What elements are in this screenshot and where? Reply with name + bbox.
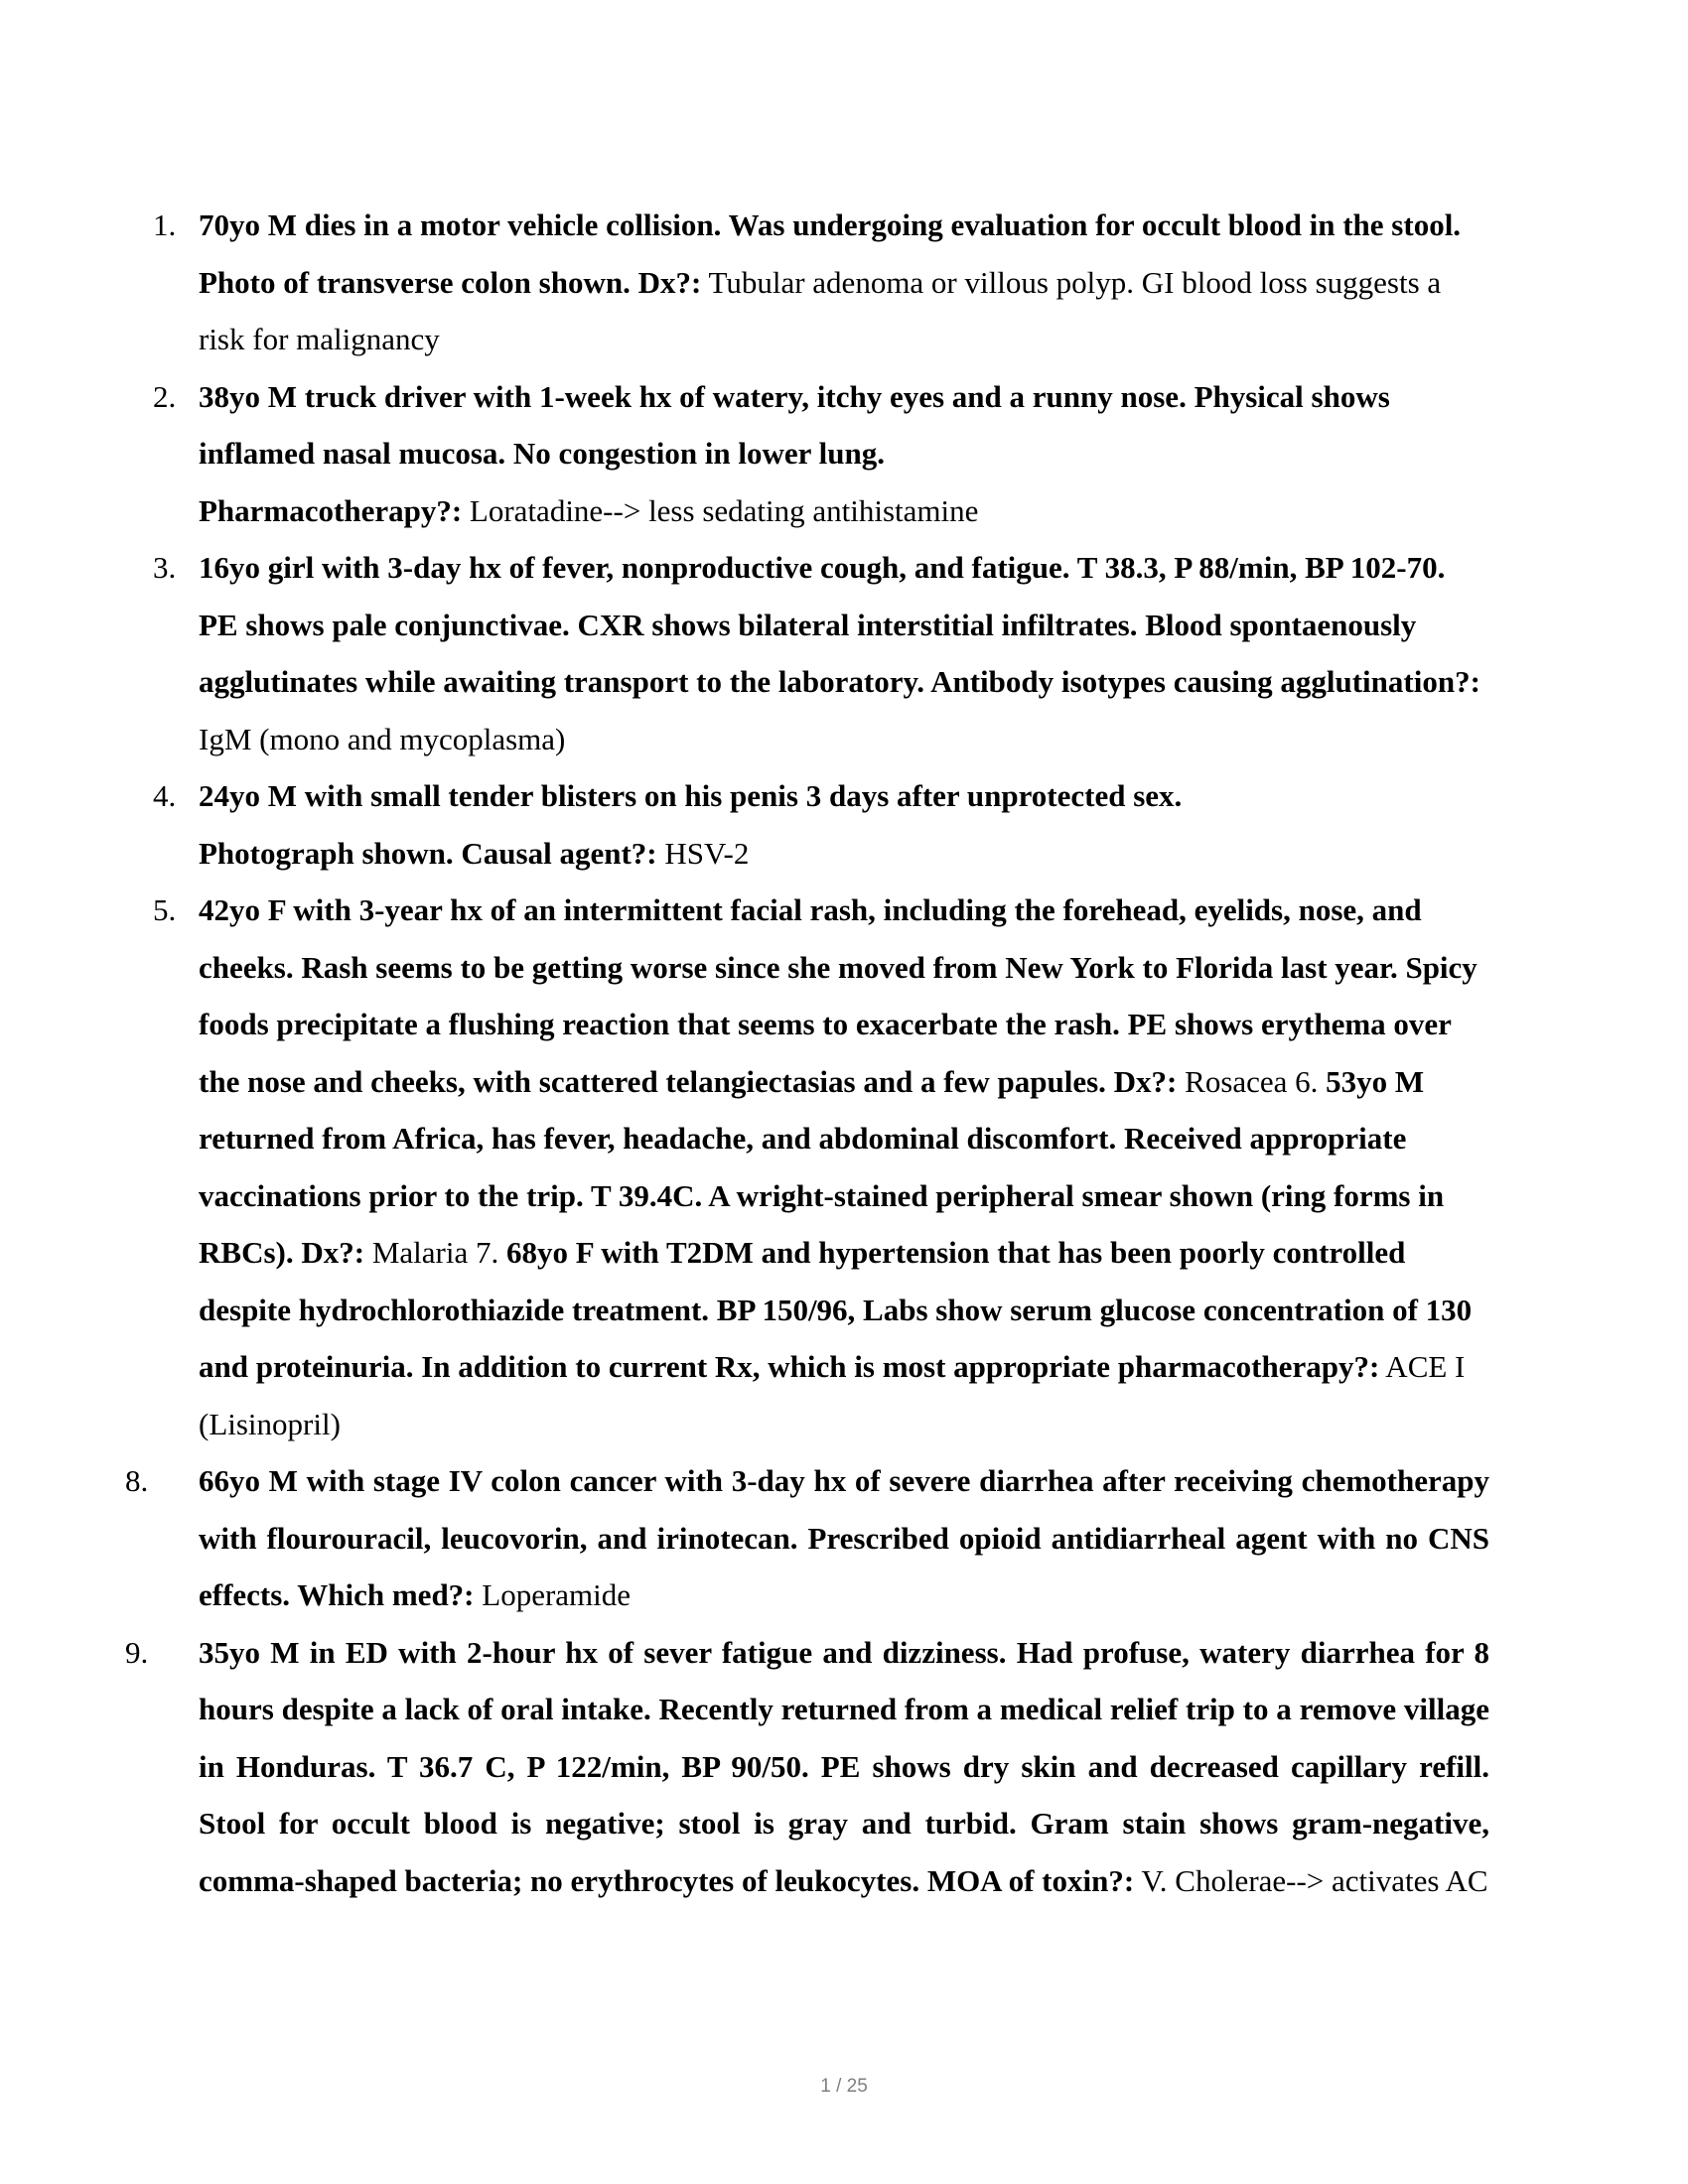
answer-text: IgM (mono and mycoplasma) (199, 721, 566, 756)
question-text: 66yo M with stage IV colon cancer with 3-day hx of severe diarrhea after receiving chemotherapy with flourouracil, leucovorin, and irinotecan. Prescribed opioid antidiarrheal agent with no CNS effects. Which med?: (199, 1463, 1489, 1612)
answer-text: HSV-2 (656, 835, 750, 871)
question-text: 35yo M in ED with 2-hour hx of sever fatigue and dizziness. Had profuse, watery diarrhea for 8 hours despite a lack of oral intake. Recently returned from a medical relief trip to a remove village in Honduras. T 36.7 C, P 122/min, BP 90/50. PE shows dry skin and decreased capillary refill. Stool for occult blood is negative; stool is gray and turbid. Gram stain shows gram-negative, comma-shaped bacteria; no erythrocytes of leukocytes. MOA of toxin?: (199, 1634, 1489, 1898)
list-item (125, 1452, 1489, 1624)
list-item (153, 197, 1489, 368)
list-item (153, 882, 1489, 1452)
question-text: Photograph shown. Causal agent?: (199, 835, 657, 871)
answer-text: Loratadine--> less sedating antihistamine (462, 492, 979, 528)
list-item (125, 1624, 1489, 1910)
item-number: 3. (153, 550, 177, 585)
document-body (0, 197, 1688, 1909)
answer-text: Loperamide (474, 1577, 632, 1612)
list-item (153, 539, 1489, 767)
answer-text: ACE I (Lisinopril) (199, 1349, 1466, 1441)
item-number: 5. (153, 892, 177, 927)
question-text: 70yo M dies in a motor vehicle collision. Was undergoing evaluation for occult blood in the stool. Photo of transverse colon shown. Dx?: (199, 207, 1462, 300)
item-number: 9. (125, 1634, 149, 1670)
list-item (153, 767, 1489, 882)
question-text: 68yo F with T2DM and hypertension that has been poorly controlled despite hydrochlorothiazide treatment. BP 150/96, Labs show serum glucose concentration of 130 and proteinuria. In addition to current Rx, which is most appropriate pharmacotherapy?: (199, 1235, 1473, 1384)
question-text: 53yo M returned from Africa, has fever, headache, and abdominal discomfort. Received appropriate vaccinations prior to the trip. T 39.4C. A wright-stained peripheral smear shown (ring forms in RBCs). Dx?: (199, 1063, 1445, 1270)
question-text: 42yo F with 3-year hx of an intermittent facial rash, including the forehead, eyelids, nose, and cheeks. Rash seems to be getting worse since she moved from New York to Florida last year. Spicy foods precipitate a flushing reaction that seems to exacerbate the rash. PE shows erythema over the nose and cheeks, with scattered telangiectasias and a few papules. Dx?: (199, 892, 1477, 1099)
item-number: 1. (153, 207, 177, 242)
question-text: Pharmacotherapy?: (199, 492, 463, 528)
page-indicator: 1 / 25 (820, 2076, 868, 2097)
item-number: 4. (153, 778, 177, 813)
item-number: 2. (153, 378, 177, 414)
answer-text: Malaria 7. (364, 1235, 506, 1270)
answer-text: V. Cholerae--> activates AC (1134, 1862, 1488, 1898)
answer-text: Rosacea 6. (1177, 1063, 1327, 1099)
answer-text: Tubular adenoma or villous polyp. GI blood loss suggests a risk for malignancy (199, 264, 1442, 356)
question-text: 24yo M with small tender blisters on his penis 3 days after unprotected sex. (199, 778, 1183, 813)
question-text: 16yo girl with 3-day hx of fever, nonproductive cough, and fatigue. T 38.3, P 88/min, BP 102-70. PE shows pale conjunctivae. CXR shows bilateral interstitial infiltrates. Blood spontaenously agglutinates while awaiting transport to the laboratory. Antibody isotypes causing agglutination?: (199, 550, 1480, 699)
item-number: 8. (125, 1463, 149, 1498)
question-text: 38yo M truck driver with 1-week hx of watery, itchy eyes and a runny nose. Physical shows inflamed nasal mucosa. No congestion in lower lung. (199, 378, 1390, 471)
list-item (153, 368, 1489, 540)
